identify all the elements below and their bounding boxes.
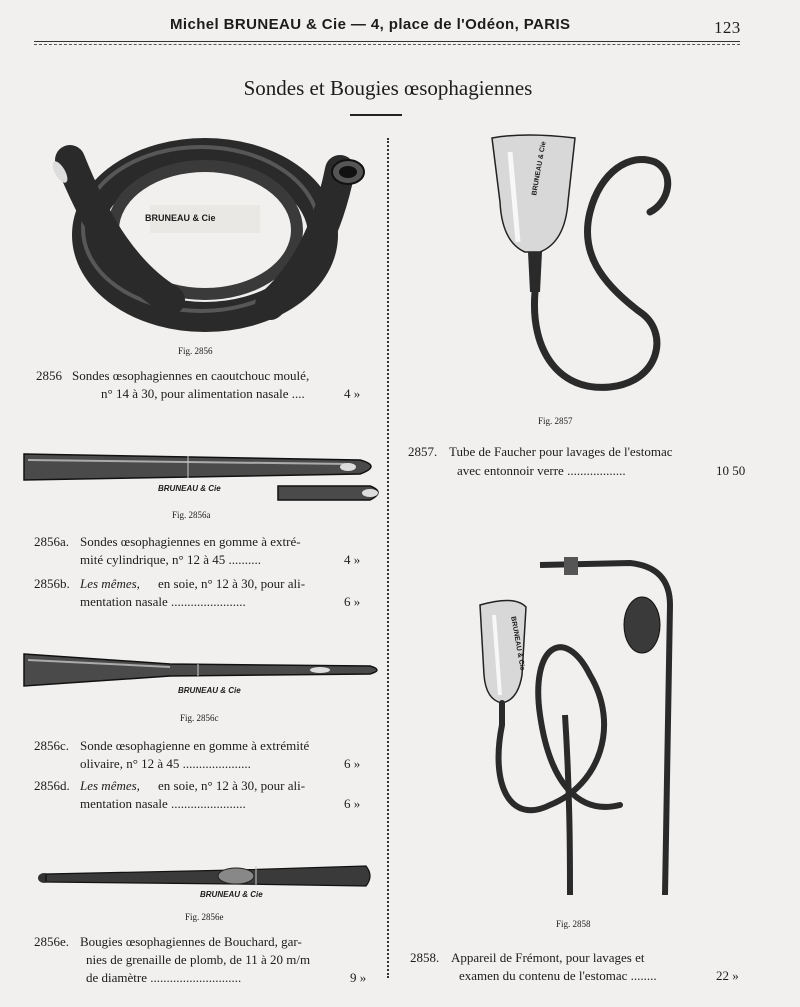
item-2856b-line2: mentation nasale ....................... xyxy=(80,594,246,609)
cylindrical-sonde-illustration xyxy=(20,448,385,508)
column-divider xyxy=(387,138,389,978)
item-2856c-line1: Sonde œsophagienne en gomme à extrémité xyxy=(80,738,310,753)
item-2856c-price: 6 » xyxy=(344,756,361,771)
bougie-stamp: BRUNEAU & Cie xyxy=(200,890,263,899)
fig-2857-label: Fig. 2857 xyxy=(538,416,573,426)
item-2856c-line2: olivaire, n° 12 à 45 ..................... xyxy=(80,756,251,771)
item-2856-line1: Sondes œsophagiennes en caoutchouc moulé, xyxy=(72,368,310,383)
item-2857-price: 10 50 xyxy=(716,463,746,478)
item-2856d-number: 2856d. xyxy=(34,778,70,793)
item-2856d-italic: Les mêmes, xyxy=(80,778,140,793)
item-2856a-line1: Sondes œsophagiennes en gomme à extré- xyxy=(80,534,301,549)
item-2856-number: 2856 xyxy=(36,368,62,383)
item-2856a-line2: mité cylindrique, n° 12 à 45 .......... xyxy=(80,552,262,567)
fig-2856a-label: Fig. 2856a xyxy=(172,510,211,520)
page-number: 123 xyxy=(714,18,741,37)
item-2856e-line3: de diamètre ............................ xyxy=(86,970,242,985)
item-2856e-line1: Bougies œsophagiennes de Bouchard, gar- xyxy=(80,934,302,949)
header-rule xyxy=(34,41,740,45)
item-2856c-number: 2856c. xyxy=(34,738,70,753)
item-2856e-line2: nies de grenaille de plomb, de 11 à 20 m/m xyxy=(86,952,311,967)
sonde-c-stamp: BRUNEAU & Cie xyxy=(178,686,241,695)
item-2858-price: 22 » xyxy=(716,968,739,983)
item-2858-number: 2858. xyxy=(410,950,440,965)
sonde-a-stamp: BRUNEAU & Cie xyxy=(158,484,221,493)
item-2856b-line1: en soie, n° 12 à 30, pour ali- xyxy=(158,576,306,591)
funnel-stamp: BRUNEAU & Cie xyxy=(531,140,548,197)
fig-2858-label: Fig. 2858 xyxy=(556,919,591,929)
tube-stamp: BRUNEAU & Cie xyxy=(145,213,216,223)
bouchard-bougie-illustration xyxy=(36,858,376,894)
item-2857-line2: avec entonnoir verre .................. xyxy=(457,463,626,478)
item-2856d-line2: mentation nasale ....................... xyxy=(80,796,246,811)
item-2857-number: 2857. xyxy=(408,444,438,459)
item-2856b-italic: Les mêmes, xyxy=(80,576,140,591)
item-2856-price: 4 » xyxy=(344,386,361,401)
page-header xyxy=(0,14,800,40)
fig-2856c-label: Fig. 2856c xyxy=(180,713,219,723)
item-2856a-number: 2856a. xyxy=(34,534,70,549)
title-rule xyxy=(350,114,402,116)
item-2856e-number: 2856e. xyxy=(34,934,70,949)
fremont-stamp: BRUNEAU & Cie xyxy=(509,615,526,672)
faucher-tube-illustration xyxy=(470,132,700,412)
fig-2856e-label: Fig. 2856e xyxy=(185,912,224,922)
item-2856b-price: 6 » xyxy=(344,594,361,609)
item-2858-line2: examen du contenu de l'estomac ........ xyxy=(459,968,657,983)
item-2858-line1: Appareil de Frémont, pour lavages et xyxy=(451,950,645,965)
item-2856d-price: 6 » xyxy=(344,796,361,811)
item-2856a-price: 4 » xyxy=(344,552,361,567)
item-2856d-line1: en soie, n° 12 à 30, pour ali- xyxy=(158,778,306,793)
olivary-sonde-illustration xyxy=(20,650,385,690)
header-text: Michel BRUNEAU & Cie — 4, place de l'Odéon, PARIS xyxy=(170,16,571,33)
coiled-tube-illustration xyxy=(30,130,370,340)
item-2857-line1: Tube de Faucher pour lavages de l'estomac xyxy=(449,444,673,459)
fremont-apparatus-illustration xyxy=(470,555,700,915)
item-2856b-number: 2856b. xyxy=(34,576,70,591)
page-title: Sondes et Bougies œsophagiennes xyxy=(243,76,533,100)
fig-2856-label: Fig. 2856 xyxy=(178,346,213,356)
item-2856-line2: n° 14 à 30, pour alimentation nasale .... xyxy=(101,386,305,401)
item-2856e-price: 9 » xyxy=(350,970,367,985)
